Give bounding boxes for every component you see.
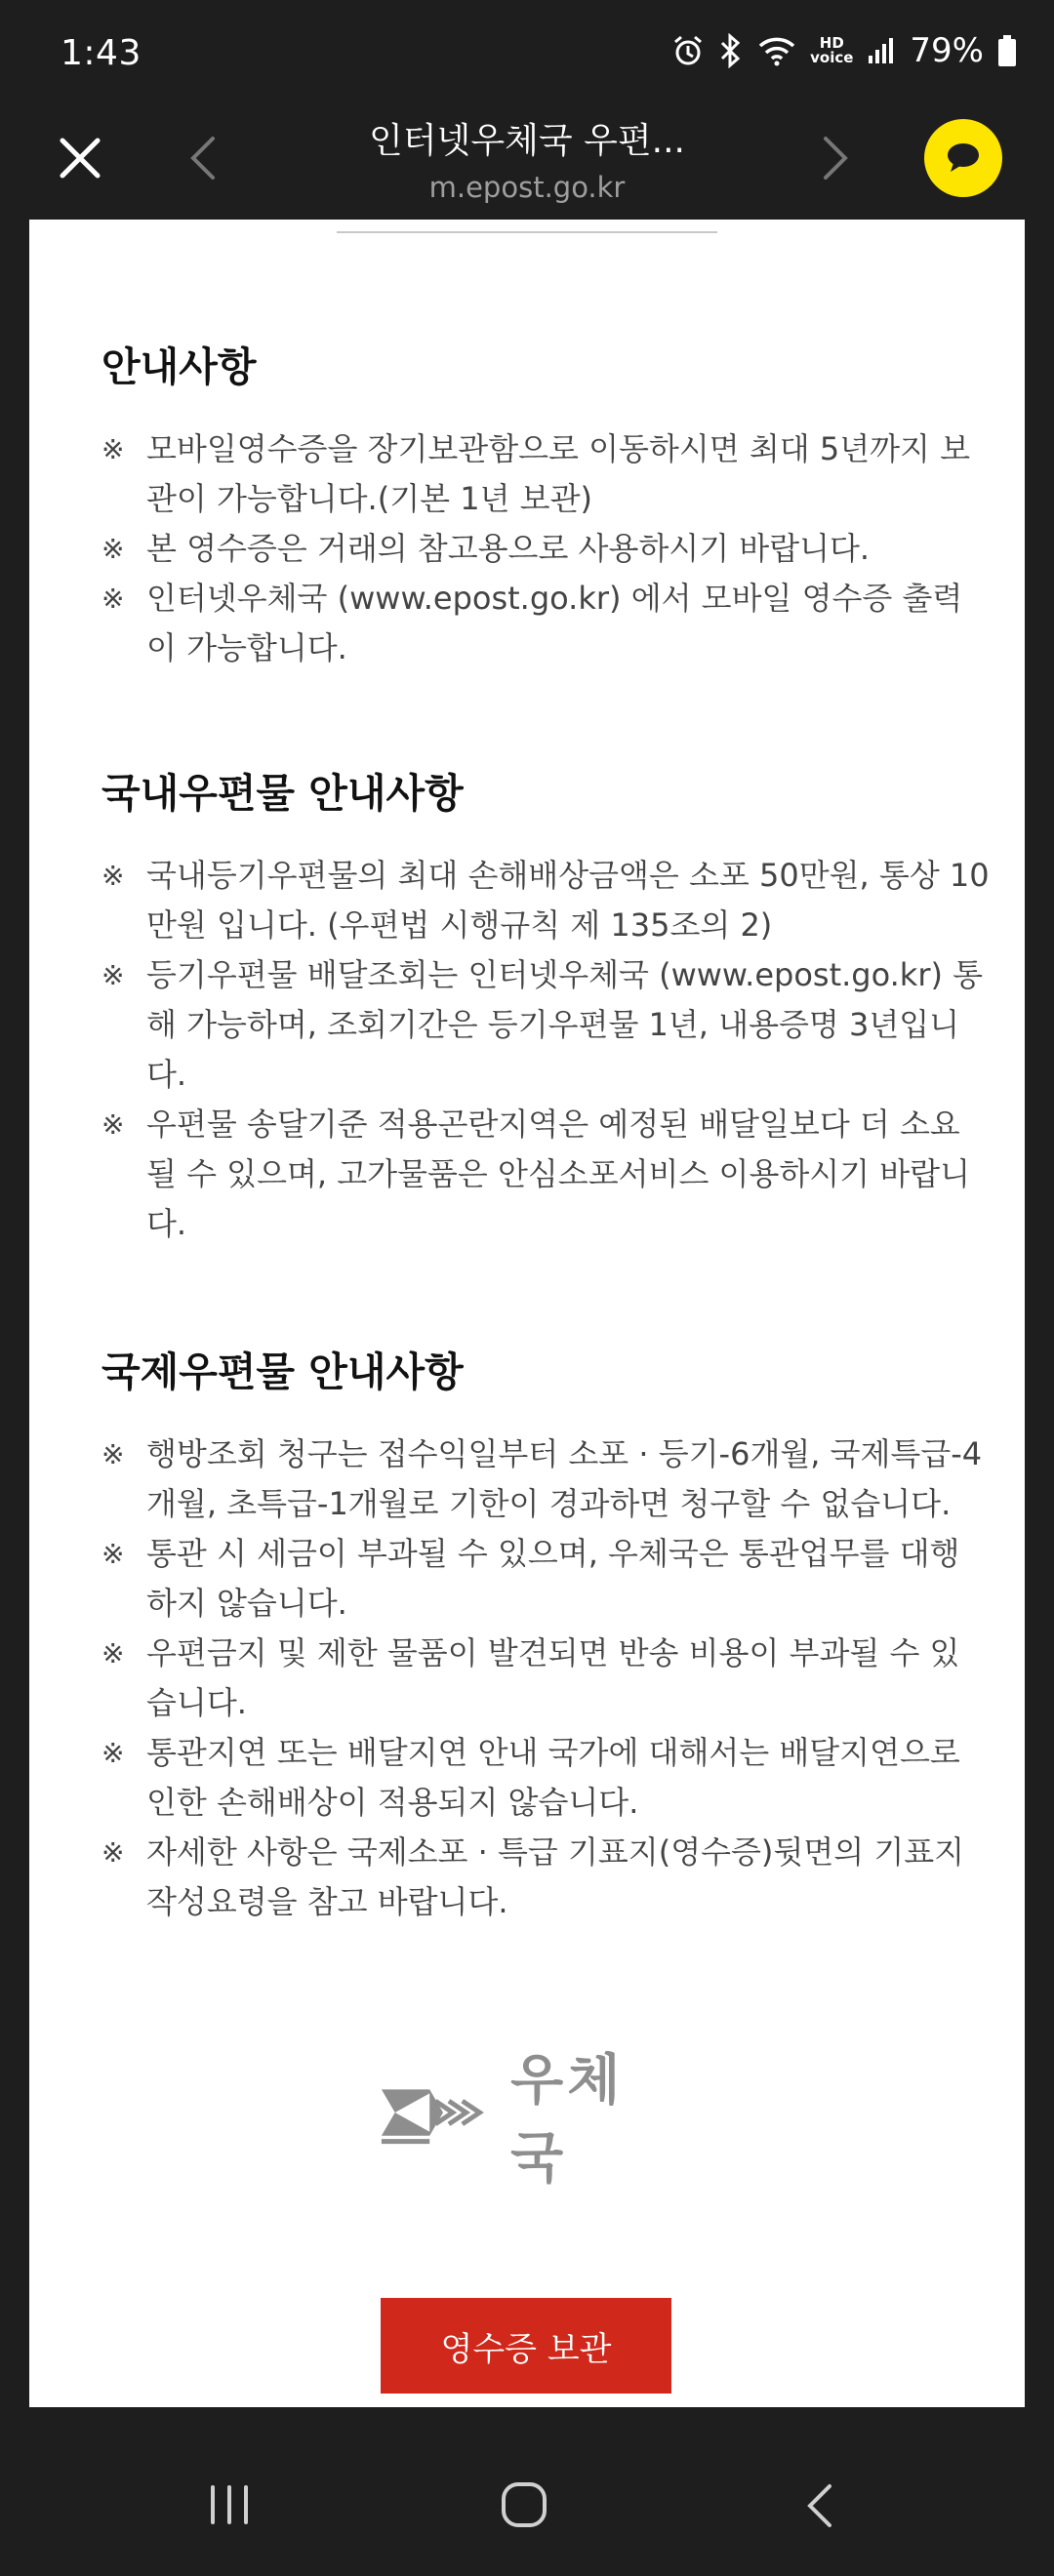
list-item: ※ 자세한 사항은 국제소포 · 특급 기표지(영수증)뒷면의 기표지 작성요령을 참고 바랍니다. <box>101 1828 990 1927</box>
back-icon <box>800 2480 839 2531</box>
notice-list <box>101 424 990 673</box>
alarm-icon <box>671 34 705 67</box>
notice-mark: ※ <box>101 1538 125 1570</box>
notice-mark: ※ <box>101 1737 125 1769</box>
browser-back-button[interactable] <box>185 133 221 183</box>
section-heading-international: 국제우편물 안내사항 <box>101 1348 464 1395</box>
save-receipt-button[interactable]: 영수증 보관 <box>381 2298 671 2394</box>
notice-mark: ※ <box>101 583 125 615</box>
recent-apps-button[interactable] <box>205 2483 254 2526</box>
notice-mark: ※ <box>101 533 125 565</box>
status-bar <box>0 0 1054 98</box>
bluetooth-icon <box>718 33 744 68</box>
list-item: ※ 등기우편물 배달조회는 인터넷우체국 (www.epost.go.kr) 통해 가능하며, 조회기간은 등기우편물 1년, 내용증명 3년입니다. <box>101 950 990 1100</box>
korea-post-logo <box>376 2048 678 2191</box>
hd-voice-icon: HD voice <box>810 34 854 66</box>
logo-text: 우체국 <box>510 2048 625 2191</box>
page-url: m.epost.go.kr <box>428 171 626 204</box>
notice-mark: ※ <box>101 1836 125 1869</box>
domestic-notice-list <box>101 851 990 1249</box>
close-button[interactable] <box>55 133 105 183</box>
close-icon <box>55 133 105 183</box>
chevron-left-icon <box>185 133 221 183</box>
list-item: ※ 모바일영수증을 장기보관함으로 이동하시면 최대 5년까지 보관이 가능합니다.(기본 1년 보관) <box>101 424 990 524</box>
browser-forward-button[interactable] <box>818 133 853 183</box>
status-time: 1:43 <box>61 33 142 73</box>
notice-mark: ※ <box>101 1438 125 1470</box>
home-icon <box>500 2480 548 2529</box>
page-title-block <box>293 113 761 204</box>
browser-toolbar <box>0 98 1054 220</box>
battery-percent: 79% <box>910 31 984 70</box>
receipt-content <box>29 220 1025 2407</box>
home-button[interactable] <box>500 2480 548 2529</box>
international-notice-list <box>101 1429 990 1927</box>
notice-mark: ※ <box>101 433 125 465</box>
notice-mark: ※ <box>101 860 125 892</box>
section-heading-notice: 안내사항 <box>101 343 257 390</box>
notice-mark: ※ <box>101 1108 125 1141</box>
wifi-icon <box>757 35 796 66</box>
chat-bubble-icon <box>944 141 983 176</box>
list-item: ※ 본 영수증은 거래의 참고용으로 사용하시기 바랍니다. <box>101 524 990 574</box>
page-title: 인터넷우체국 우편... <box>369 121 685 161</box>
recents-icon <box>205 2483 254 2526</box>
post-emblem-icon <box>376 2081 501 2150</box>
chevron-right-icon <box>818 133 853 183</box>
system-nav-bar <box>0 2435 1054 2576</box>
list-item: ※ 행방조회 청구는 접수익일부터 소포 · 등기-6개월, 국제특급-4개월, 초특급-1개월로 기한이 경과하면 청구할 수 없습니다. <box>101 1429 990 1529</box>
kakaotalk-share-button[interactable] <box>924 119 1002 197</box>
notice-mark: ※ <box>101 959 125 991</box>
signal-icon <box>867 36 896 65</box>
divider <box>337 231 717 233</box>
list-item: ※ 우편물 송달기준 적용곤란지역은 예정된 배달일보다 더 소요될 수 있으며, 고가물품은 안심소포서비스 이용하시기 바랍니다. <box>101 1100 990 1249</box>
status-icons <box>671 29 1017 72</box>
battery-icon <box>997 34 1017 67</box>
back-button[interactable] <box>800 2480 839 2531</box>
list-item: ※ 통관 시 세금이 부과될 수 있으며, 우체국은 통관업무를 대행 하지 않습니다. <box>101 1529 990 1629</box>
list-item: ※ 통관지연 또는 배달지연 안내 국가에 대해서는 배달지연으로 인한 손해배상이 적용되지 않습니다. <box>101 1728 990 1828</box>
list-item: ※ 우편금지 및 제한 물품이 발견되면 반송 비용이 부과될 수 있습니다. <box>101 1629 990 1728</box>
section-heading-domestic: 국내우편물 안내사항 <box>101 770 464 817</box>
list-item: ※ 국내등기우편물의 최대 손해배상금액은 소포 50만원, 통상 10만원 입니다. (우편법 시행규칙 제 135조의 2) <box>101 851 990 950</box>
notice-mark: ※ <box>101 1637 125 1670</box>
list-item: ※ 인터넷우체국 (www.epost.go.kr) 에서 모바일 영수증 출력이 가능합니다. <box>101 574 990 673</box>
